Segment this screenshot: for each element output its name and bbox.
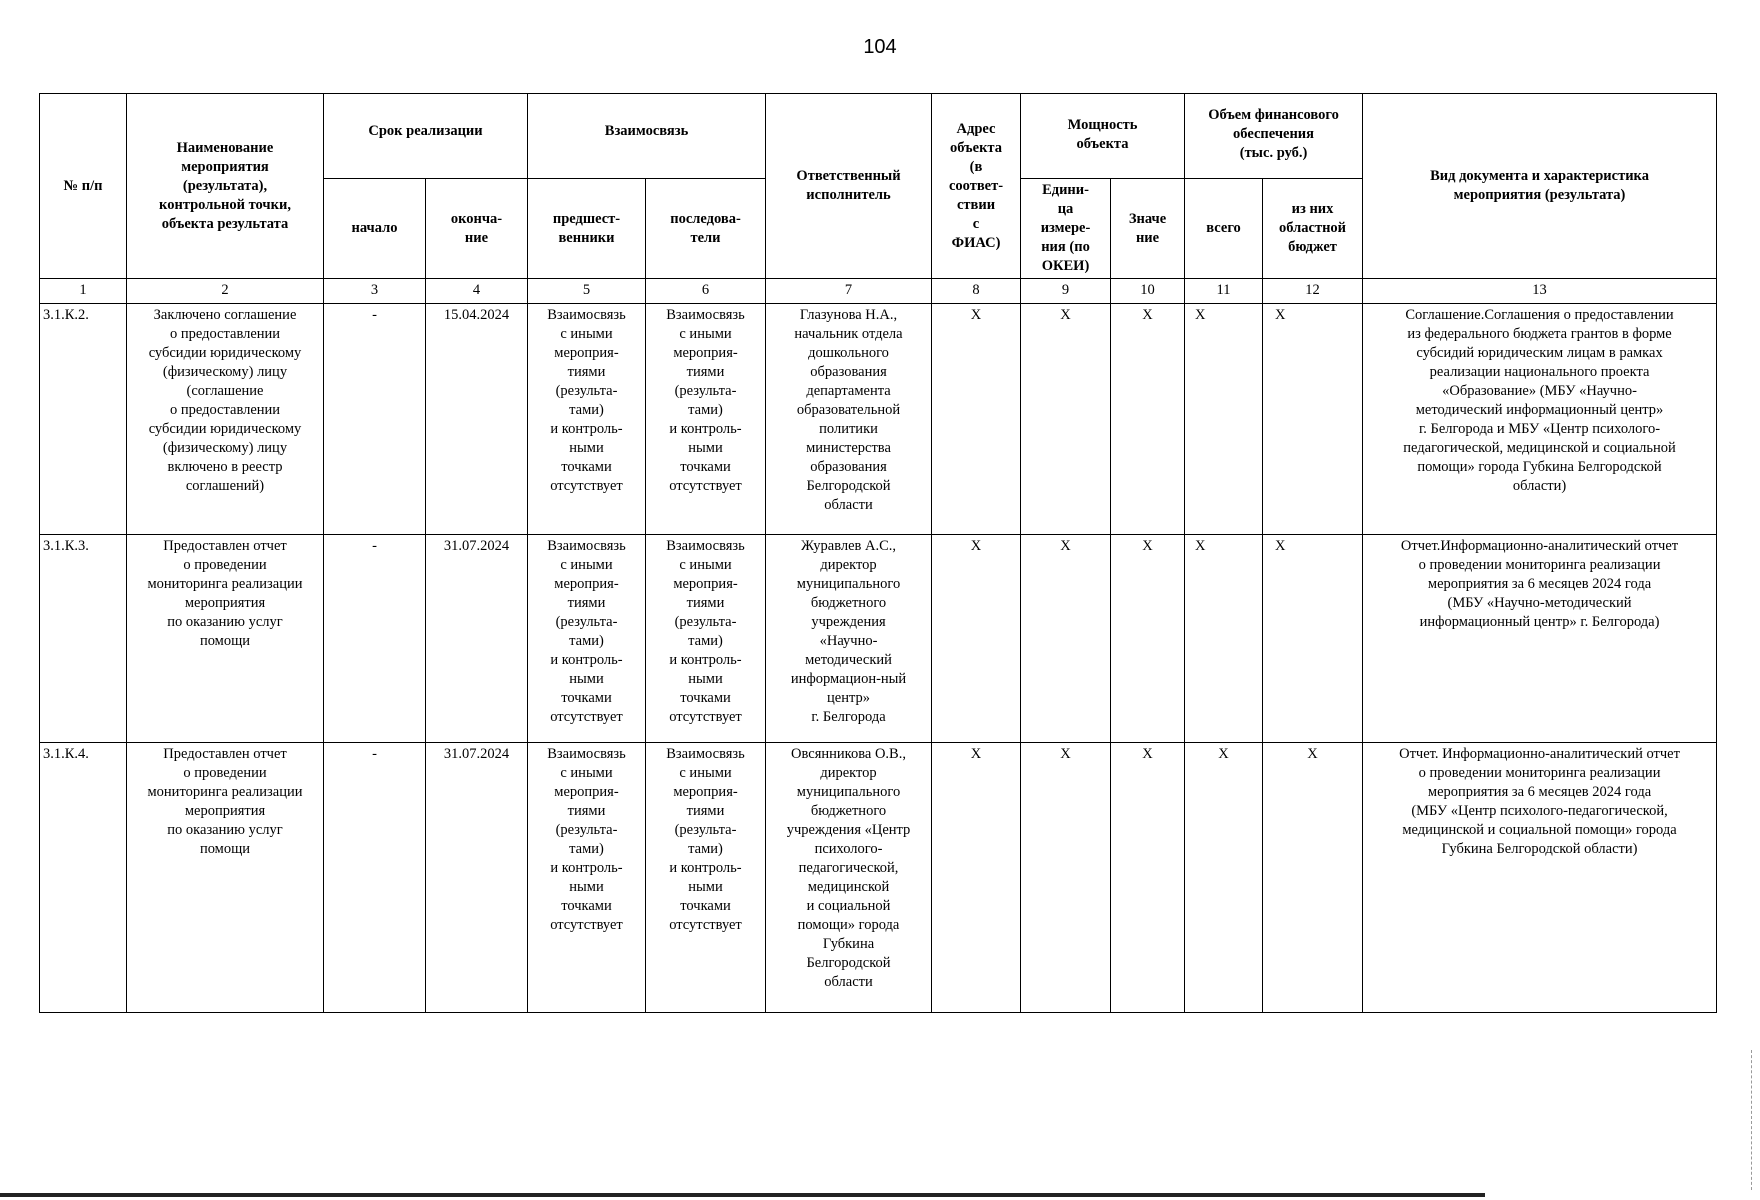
row-document: Отчет.Информационно-аналитический отчет о проведении мониторинга реализации мероприятия за 6 месяцев 2024 года (МБУ «Научно-методический информационный центр» г. Белгорода) [1363,535,1717,743]
row-value: X [1111,743,1185,1013]
column-number: 5 [528,279,646,304]
header-period-end: оконча- ние [426,179,528,279]
column-number: 6 [646,279,766,304]
column-number: 2 [127,279,324,304]
row-total: X [1185,743,1263,1013]
column-number: 4 [426,279,528,304]
header-link-prev: предшест- венники [528,179,646,279]
column-number: 8 [932,279,1021,304]
row-end: 15.04.2024 [426,304,528,535]
row-number: 3.1.К.2. [40,304,127,535]
row-address: X [932,743,1021,1013]
column-number: 7 [766,279,932,304]
row-unit: X [1021,743,1111,1013]
row-unit: X [1021,535,1111,743]
page-number: 104 [863,36,897,58]
column-number: 1 [40,279,127,304]
row-end: 31.07.2024 [426,535,528,743]
row-address: X [932,304,1021,535]
row-start: - [324,304,426,535]
table-row [40,535,1717,743]
column-number-row [40,279,1717,304]
row-value: X [1111,535,1185,743]
column-number: 12 [1263,279,1363,304]
row-number: 3.1.К.3. [40,535,127,743]
column-number: 13 [1363,279,1717,304]
row-value: X [1111,304,1185,535]
row-total: X [1185,304,1263,535]
row-successors: Взаимосвязь с иными мероприя- тиями (результа- тами) и контроль- ными точками отсутствует [646,535,766,743]
table-row [40,743,1717,1013]
row-predecessors: Взаимосвязь с иными мероприя- тиями (результа- тами) и контроль- ными точками отсутствует [528,743,646,1013]
row-predecessors: Взаимосвязь с иными мероприя- тиями (результа- тами) и контроль- ными точками отсутствует [528,535,646,743]
row-responsible: Овсянникова О.В., директор муниципального бюджетного учреждения «Центр психолого- педагогической, медицинской и социальной помощи» города Губкина Белгородской области [766,743,932,1013]
header-address: Адрес объекта (в соответ- ствии с ФИАС) [932,94,1021,279]
row-successors: Взаимосвязь с иными мероприя- тиями (результа- тами) и контроль- ными точками отсутствует [646,304,766,535]
row-total: X [1185,535,1263,743]
header-responsible: Ответственный исполнитель [766,94,932,279]
header-finance-regional: из них областной бюджет [1263,179,1363,279]
header-link-next: последова- тели [646,179,766,279]
scan-edge-line [0,1193,1485,1197]
column-number: 3 [324,279,426,304]
row-regional: X [1263,304,1363,535]
row-document: Отчет. Информационно-аналитический отчет о проведении мониторинга реализации мероприятия за 6 месяцев 2024 года (МБУ «Центр психолого-педагогической, медицинской и социальной помощи» города Губкина Белгородской области) [1363,743,1717,1013]
row-number: 3.1.К.4. [40,743,127,1013]
header-period-start: начало [324,179,426,279]
column-number: 11 [1185,279,1263,304]
row-responsible: Журавлев А.С., директор муниципального бюджетного учреждения «Научно- методический информацион-ный центр» г. Белгорода [766,535,932,743]
header-finance: Объем финансового обеспечения (тыс. руб.) [1185,94,1363,179]
header-document: Вид документа и характеристика мероприятия (результата) [1363,94,1717,279]
header-capacity-value: Значе ние [1111,179,1185,279]
column-number: 10 [1111,279,1185,304]
row-unit: X [1021,304,1111,535]
header-finance-total: всего [1185,179,1263,279]
scan-edge-marks [1751,1050,1754,1190]
row-name: Предоставлен отчет о проведении мониторинга реализации мероприятия по оказанию услуг помощи [127,535,324,743]
row-predecessors: Взаимосвязь с иными мероприя- тиями (результа- тами) и контроль- ными точками отсутствует [528,304,646,535]
header-number: № п/п [40,94,127,279]
row-start: - [324,743,426,1013]
header-capacity-unit: Едини- ца измере- ния (по ОКЕИ) [1021,179,1111,279]
row-responsible: Глазунова Н.А., начальник отдела дошкольного образования департамента образовательной политики министерства образования Белгородской области [766,304,932,535]
header-capacity: Мощность объекта [1021,94,1185,179]
row-start: - [324,535,426,743]
table-row [40,304,1717,535]
row-end: 31.07.2024 [426,743,528,1013]
table-header [40,94,1717,304]
row-name: Предоставлен отчет о проведении мониторинга реализации мероприятия по оказанию услуг помощи [127,743,324,1013]
header-link: Взаимосвязь [528,94,766,179]
row-regional: X [1263,535,1363,743]
row-successors: Взаимосвязь с иными мероприя- тиями (результа- тами) и контроль- ными точками отсутствует [646,743,766,1013]
row-regional: X [1263,743,1363,1013]
row-name: Заключено соглашение о предоставлении субсидии юридическому (физическому) лицу (соглашение о предоставлении субсидии юридическому (физическому) лицу включено в реестр соглашений) [127,304,324,535]
header-name: Наименование мероприятия (результата), контрольной точки, объекта результата [127,94,324,279]
row-document: Соглашение.Соглашения о предоставлении из федерального бюджета грантов в форме субсидий юридическим лицам в рамках реализации национального проекта «Образование» (МБУ «Научно- методический информационный центр» г. Белгорода и МБУ «Центр психолого- педагогической, медицинской и социальной помощи» города Губкина Белгородской области) [1363,304,1717,535]
plan-table [39,93,1717,1013]
header-period: Срок реализации [324,94,528,179]
row-address: X [932,535,1021,743]
column-number: 9 [1021,279,1111,304]
